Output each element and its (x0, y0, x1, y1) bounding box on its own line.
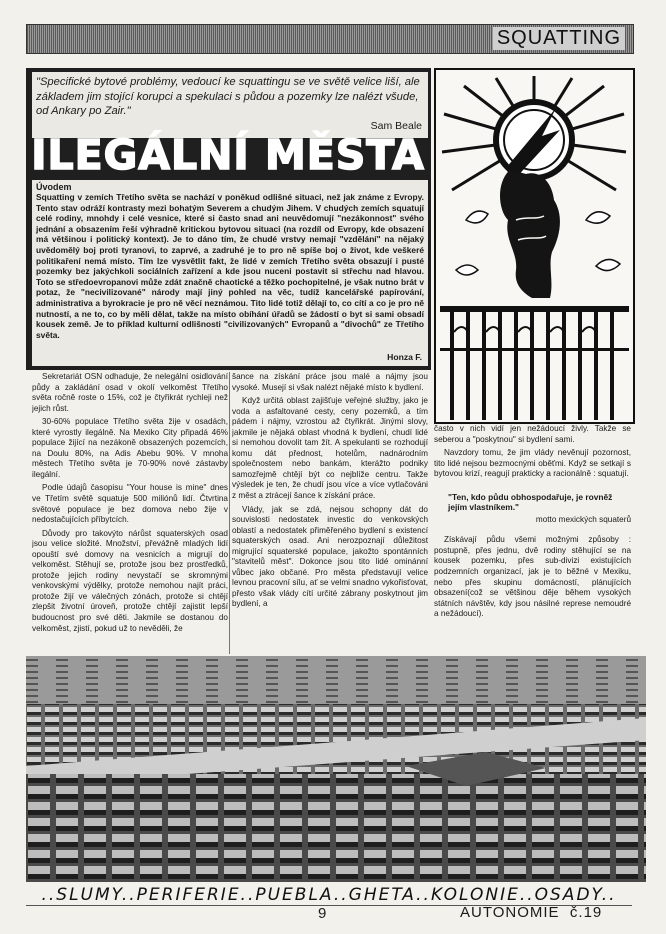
paragraph: Podle údajů časopisu "Your house is mine" dnes ve Třetím světě squatuje 500 miliónů lidí. Čtvrtina světové populace je bez domova nebo žije v nedostačujících příbytcích. (32, 483, 228, 525)
paragraph: 30-60% populace Třetího světa žije v osadách, které vyrostly ilegálně. Na Mexiko City připadá 46% populace žijící na nezákoně obsazených pozemcích, na Doulu 80%, na Adis Abebu 90%. V mnoha městech Třetího světa je 70-90% nové zástavby ilegální. (32, 417, 228, 479)
lead-quote-text: "Specifické bytové problémy, vedoucí ke squattingu se ve světě velice liší, ale základem jim stojící korupci a spekulaci s půdou a pozemky lze nalézt všude, od Ankary po Zair." (36, 76, 420, 118)
settlement-photo (26, 656, 646, 882)
publication-name: AUTONOMIE č.19 (460, 904, 603, 921)
article-title: ILEGÁLNÍ MĚSTA (31, 131, 425, 179)
motto-author: motto mexických squaterů (535, 514, 631, 524)
settlement-photo-svg (26, 656, 646, 882)
page-number: 9 (318, 905, 327, 922)
illustration-svg (436, 70, 633, 422)
paragraph: šance na získání práce jsou malé a nájmy jsou vysoké. Musejí si však nalézt nějaké místo k bydlení. (232, 372, 428, 392)
article-column-3 (434, 424, 631, 654)
paragraph: Když určitá oblast zajišťuje veřejné služby, jako je voda a asfaltované cesty, ceny pozemků, a tím pádem i nájmy, vzrostou až čtyřikrát. Jinými slovy, jakmile je nějaká oblast vhodná k bydlení, chudí lidé si nemohou dovolit tam žít. A spekulanti se rozhodují komu dát přednost, hotelům, nadnárodním společnostem nebo bankám, kterážto podniky samozřejmě chtějí být co nejblíže centru. Takže výsledek je ten, že chudí jsou více a více vytlačováni z měst a ztrácejí šance k získání práce. (232, 396, 428, 501)
paragraph: Získávají půdu všemi možnými způsoby : postupně, přes jednu, dvě rodiny stěhující se na kousek pozemku, přes sub-divizi existujících podzemních organizací, jak je to běžné v Mexiku, nebo přes skupinu domácností, plánujících obsazení(což se většinou děje během vysokých státních návštěv, kdy jsou násilné represe nemoudré a nežádoucí). (434, 535, 631, 619)
intro-panel (32, 180, 428, 366)
intro-heading: Úvodem (36, 182, 72, 192)
paragraph: Navzdory tomu, že jim vlády nevěnují pozornost, tito lidé nejsou bezmocnými oběťmi. Když se setkají s bytovou krizí, reagují prakticky a racionálně : squatují. (434, 448, 631, 479)
lead-quote-author: Sam Beale (370, 120, 422, 132)
article-column-1 (32, 372, 228, 654)
strip-text: ..SLUMY..PERIFERIE..PUEBLA..GHETA..KOLONIE..OSADY.. (41, 885, 617, 904)
article-column-2 (232, 372, 428, 654)
paragraph: Vlády, jak se zdá, nejsou schopny dát do souvislosti nedostatek investic do venkovských oblastí a nedostatek přiměřeného bydlení s existencí squaterských osad. Ani nerozpoznají důležitost migrující squaterské populace, jakožto spontánních "stavitelů měst". Dokonce jsou tito lidé ominánní vůbec jako občané. Pro města představují velice levnou pracovní sílu, ať se velmi snadno vykořisťovat, přesto však vlády cítí určité zábrany poskytnout jim bydlení, a (232, 504, 428, 609)
section-label: SQUATTING (493, 27, 625, 50)
intro-text: Squatting v zemích Třetího světa se nachází v poněkud odlišné situaci, než jak známe z Evropy. Tento stav odráží kontrasty mezi bohatým Severem a chudým Jihem. V chudých zemích squatují celé rodiny, mnohdy i celé vesnice, které si často snad ani neuvědomují "nezákonnost" svého jednání a obsazením řeší výhradně kritickou bytovou situaci (na rozdíl od Evropy, kde obsazení má většinou i politický kontext). Je to dáno tím, že chudé vrstvy nemají "vzdělání" na nějaký uvědomělý boj proti tyranovi, to zaprvé, a zadruhé je to pro ně spíše boj o život, kde veškeré politikaření nemá místo. Tím lze vysvětlit fakt, že lidé v zemích Třetího světa obsazují i pusté pozemky bez jakýchkoli sociálních zařízení a kde jsou nuceni postavit si střechu nad hlavou. Toto se středoevropanovi může zdát značně chaotické a těžko pochopitelné, je však nutno brát v potaz, že "necivilizované" národy mají jiný pohled na věc, tudíž kancelářské papírování, administrativa a byrokracie je pro ně věcí neznámou. Tito lidé totiž dělají to, co cítí a co je pro ně nutností, a ne to, co by měli dělat, takže na místo obíhání úřadů se žádostí o byt si sami obsadí kousek země. Je to příklad kulturní odlišnosti "civilizovaných" Evropanů a "divochů" ze Třetího světa. (36, 192, 424, 340)
column-divider (229, 372, 230, 654)
motto-quote: "Ten, kdo půdu obhospodařuje, je rovněž jejím vlastníkem." (448, 491, 613, 513)
paragraph: často v nich vidí jen nežádoucí živly. Takže se seberou a "poskytnou" si bydlení sami. (434, 424, 631, 444)
paragraph: Sekretariát OSN odhaduje, že nelegální osidlování půdy a zakládání osad v okolí velkoměst Třetího světa ročně roste o 15%, což je čtyřikrát rychleji než jejich růst. (32, 372, 228, 413)
place-names-strip (26, 884, 632, 904)
section-header-bar (26, 24, 634, 54)
illustration-fist-with-symbol (434, 68, 635, 424)
strip-svg (26, 884, 632, 904)
paragraph: Důvody pro takovýto nárůst squaterských osad jsou velice složité. Množství, převážně mladých lidí opouští své domovy na vesnicích a migrují do velkoměst. Stěhují se, protože jsou bez prostředků, protože jejich rodiny nevystačí se skromnými venkovskými výdělky, protože nemohou najít práci, protože žijí ve válečných zónách, protože si chtějí zlepšit životní úroveň, protože chtějí zajistit lepší budoucnost pro své děti. Jakmile se dostanou do velkoměst, zjistí, pokud už to nevěděli, že (32, 528, 228, 633)
intro-author: Honza F. (387, 352, 422, 362)
